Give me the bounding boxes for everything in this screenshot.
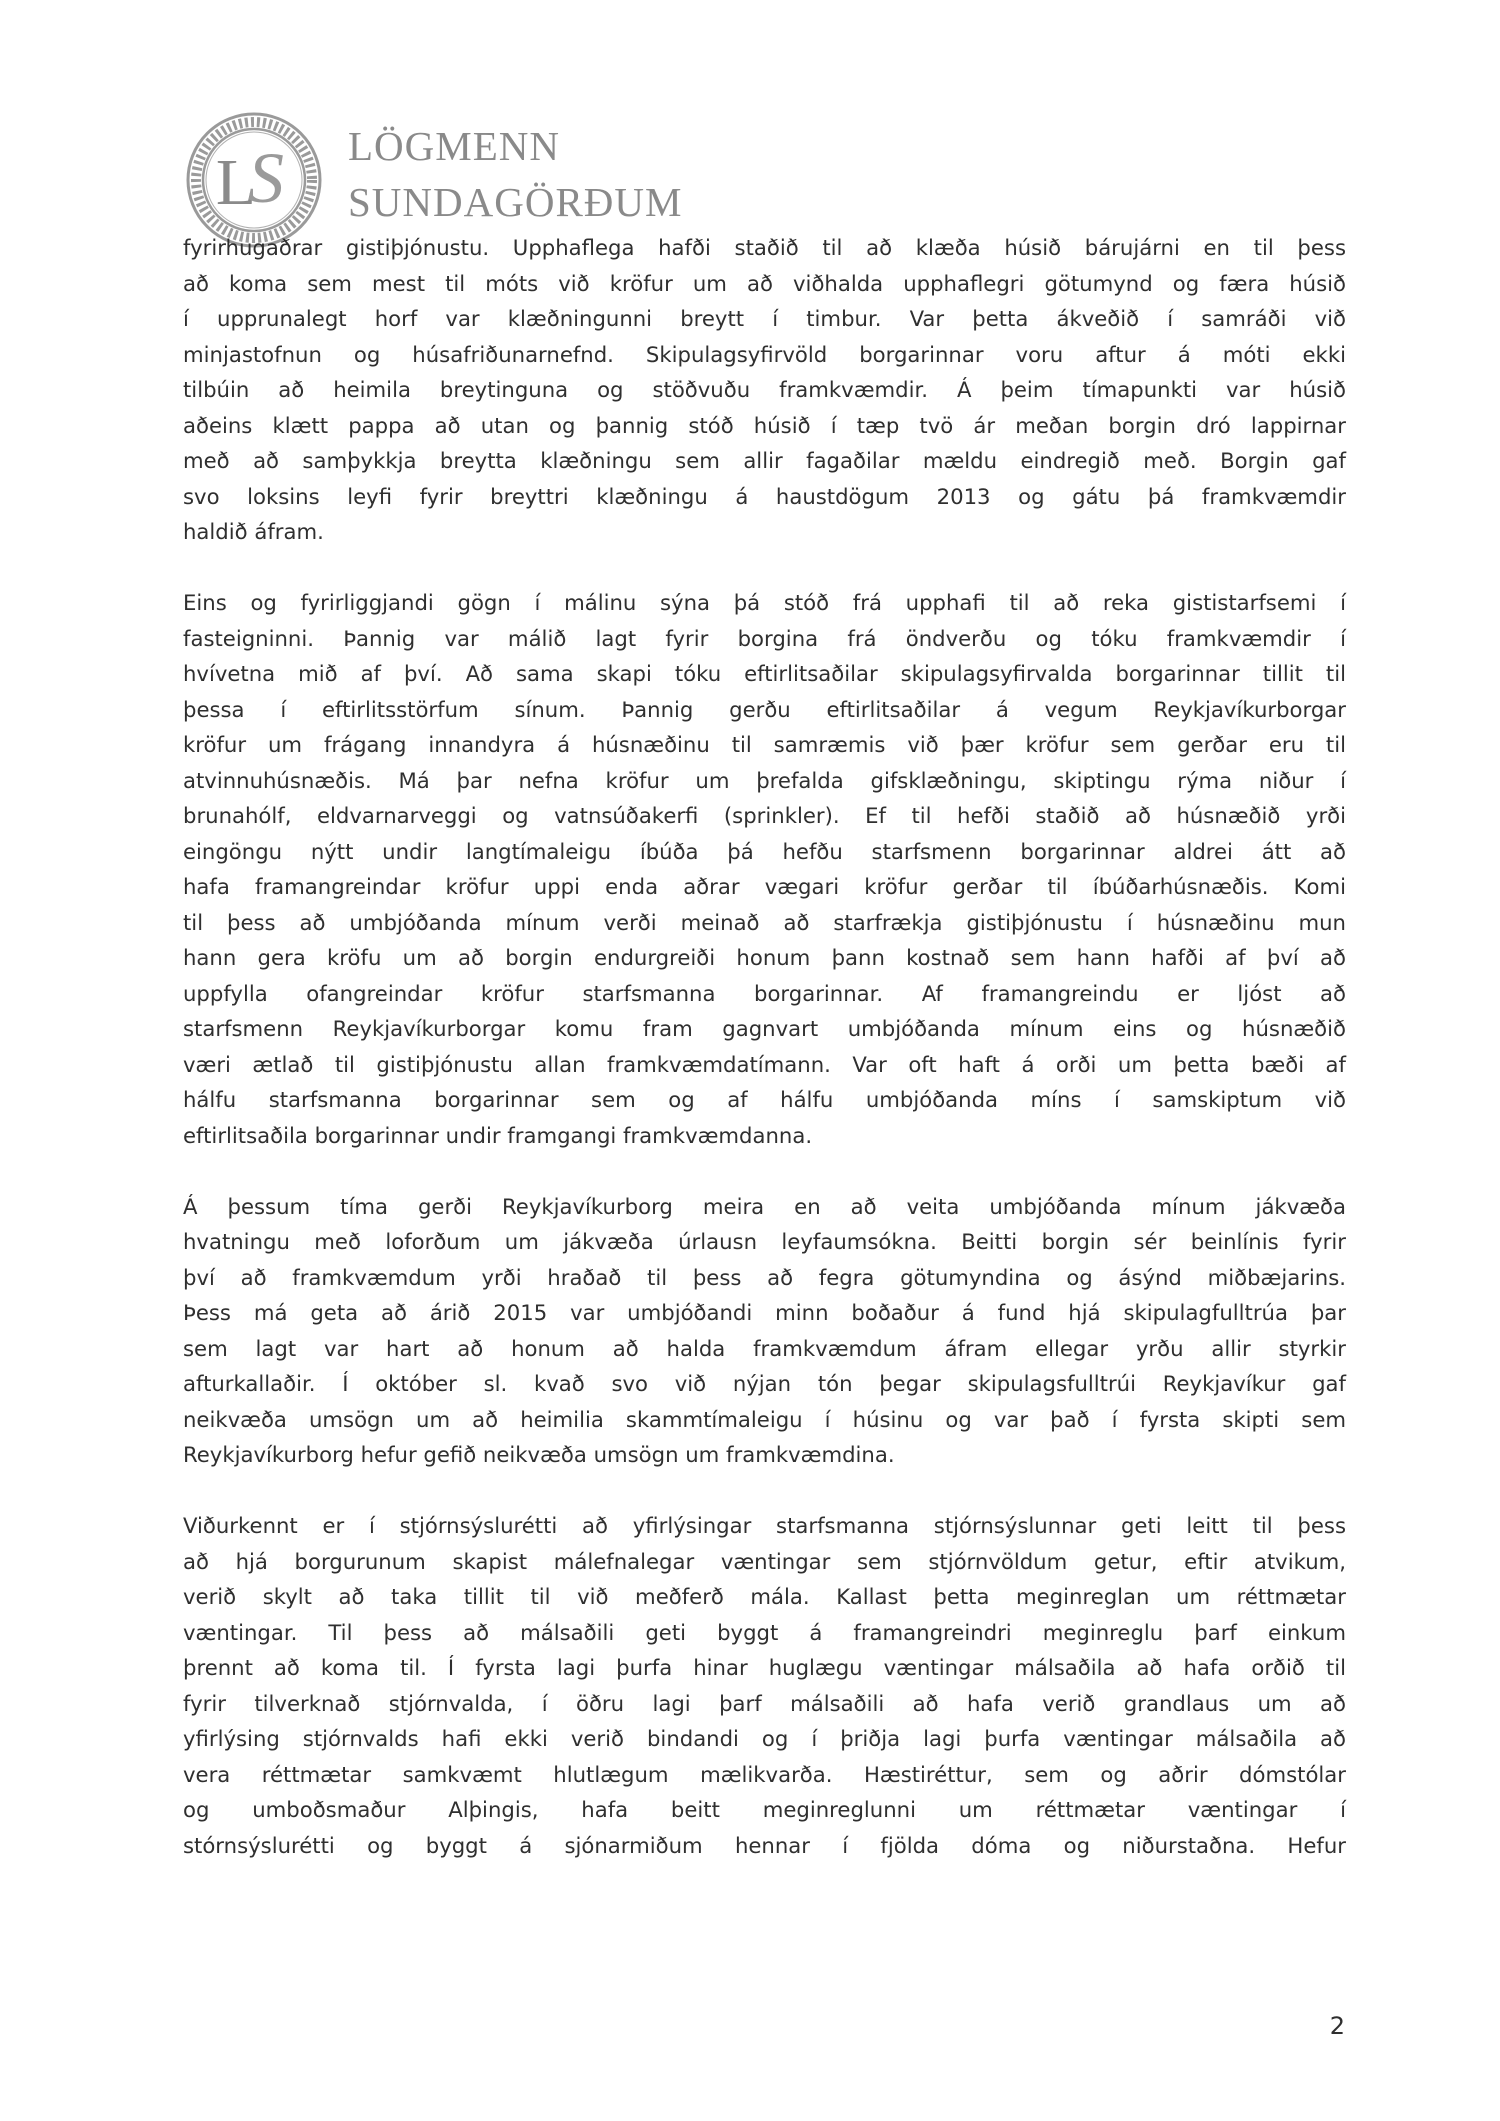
text-line: sem lagt var hart að honum að halda framkvæmdum áfram ellegar yrðu allir styrkir (183, 1335, 1346, 1361)
text-line: Þess má geta að árið 2015 var umbjóðandi minn boðaður á fund hjá skipulagfulltrúa þar (183, 1300, 1346, 1325)
text-line: í upprunalegt horf var klæðningunni breytt í timbur. Var þetta ákveðið í samráði við (183, 306, 1346, 331)
text-line: kröfur um frágang innandyra á húsnæðinu til samræmis við þær kröfur sem gerðar eru til (183, 732, 1346, 757)
logo-line1: LÖGMENN (348, 123, 560, 169)
text-line: svo loksins leyfi fyrir breyttri klæðningu á haustdögum 2013 og gátu þá framkvæmdir (183, 483, 1346, 509)
text-line: væntingar. Til þess að málsaðili geti byggt á framangreindri meginreglu þarf einkum (183, 1619, 1346, 1645)
text-line: neikvæða umsögn um að heimilia skammtímaleigu í húsinu og var það í fyrsta skipti sem (183, 1406, 1346, 1432)
text-line: Á þessum tíma gerði Reykjavíkurborg meira en að veita umbjóðanda mínum jákvæða (183, 1193, 1346, 1219)
text-line: og umboðsmaður Alþingis, hafa beitt meginreglunni um réttmætar væntingar í (183, 1797, 1346, 1822)
text-line: eingöngu nýtt undir langtímaleigu íbúða þá hefðu starfsmenn borgarinnar aldrei átt að (183, 838, 1346, 864)
text-line: að koma sem mest til móts við kröfur um að viðhalda upphaflegri götumynd og færa húsið (183, 270, 1346, 296)
logo-line2: SUNDAGÖRÐUM (348, 179, 683, 225)
text-line: hafa framangreindar kröfur uppi enda aðrar vægari kröfur gerðar til íbúðarhúsnæðis. Komi (183, 874, 1346, 899)
text-line: verið skylt að taka tillit til við meðferð mála. Kallast þetta meginreglan um réttmætar (183, 1584, 1346, 1609)
text-line: brunahólf, eldvarnarveggi og vatnsúðakerfi (sprinkler). Ef til hefði staðið að húsnæðið yrði (183, 803, 1346, 828)
text-line: minjastofnun og húsafriðunarnefnd. Skipulagsyfirvöld borgarinnar voru aftur á móti ekki (183, 341, 1346, 367)
text-line: væri ætlað til gistiþjónustu allan framkvæmdatímann. Var oft haft á orði um þetta bæði af (183, 1051, 1346, 1077)
paragraph (183, 585, 1346, 1153)
text-line: yfirlýsing stjórnvalds hafi ekki verið bindandi og í þriðja lagi þurfa væntingar málsaðila að (183, 1726, 1346, 1751)
text-line: tilbúin að heimila breytinguna og stöðvuðu framkvæmdir. Á þeim tímapunkti var húsið (183, 377, 1346, 402)
text-line: með að samþykkja breytta klæðningu sem allir fagaðilar mældu eindregið með. Borgin gaf (183, 448, 1346, 473)
text-line: hann gera kröfu um að borgin endurgreiði honum þann kostnað sem hann hafði af því að (183, 945, 1346, 970)
paragraph (183, 1189, 1346, 1473)
paragraph (183, 230, 1346, 550)
text-line: þrennt að koma til. Í fyrsta lagi þurfa hinar huglægu væntingar málsaðila að hafa orðið til (183, 1655, 1346, 1680)
text-line: til þess að umbjóðanda mínum verði meinað að starfrækja gistiþjónustu í húsnæðinu mun (183, 909, 1346, 935)
text-line: hálfu starfsmanna borgarinnar sem og af hálfu umbjóðanda míns í samskiptum við (183, 1087, 1346, 1112)
text-line: fyrir tilverknað stjórnvalda, í öðru lagi þarf málsaðili að hafa verið grandlaus um að (183, 1690, 1346, 1716)
svg-text:S: S (248, 138, 284, 218)
text-line: hvatningu með loforðum um jákvæða úrlausn leyfaumsókna. Beitti borgin sér beinlínis fyrir (183, 1229, 1346, 1254)
text-line: að hjá borgurunum skapist málefnalegar væntingar sem stjórnvöldum getur, eftir atvikum, (183, 1548, 1346, 1574)
svg-text:L: L (215, 146, 257, 219)
text-line: fyrirhugaðrar gistiþjónustu. Upphaflega hafði staðið til að klæða húsið bárujárni en til þess (183, 235, 1346, 260)
text-line: stórnsýslurétti og byggt á sjónarmiðum hennar í fjölda dóma og niðurstaðna. Hefur (183, 1832, 1346, 1858)
text-line: vera réttmætar samkvæmt hlutlægum mælikvarða. Hæstiréttur, sem og aðrir dómstólar (183, 1761, 1346, 1787)
text-line: uppfylla ofangreindar kröfur starfsmanna borgarinnar. Af framangreindu er ljóst að (183, 980, 1346, 1006)
document-body (183, 230, 1346, 1899)
text-line: haldið áfram. (183, 519, 324, 544)
text-line: Viðurkennt er í stjórnsýslurétti að yfirlýsingar starfsmanna stjórnsýslunnar geti leitt til þess (183, 1513, 1346, 1538)
text-line: hvívetna mið af því. Að sama skapi tóku eftirlitsaðilar skipulagsyfirvalda borgarinnar tillit til (183, 661, 1346, 686)
text-line: fasteigninni. Þannig var málið lagt fyrir borgina frá öndverðu og tóku framkvæmdir í (183, 625, 1346, 651)
text-line: starfsmenn Reykjavíkurborgar komu fram gagnvart umbjóðanda mínum eins og húsnæðið (183, 1016, 1346, 1041)
text-line: atvinnuhúsnæðis. Má þar nefna kröfur um þrefalda gifsklæðningu, skiptingu rýma niður í (183, 767, 1346, 793)
paragraph (183, 1508, 1346, 1863)
text-line: eftirlitsaðila borgarinnar undir framgangi framkvæmdanna. (183, 1122, 813, 1148)
text-line: afturkallaðir. Í október sl. kvað svo við nýjan tón þegar skipulagsfulltrúi Reykjavíkur gaf (183, 1371, 1346, 1396)
page-number: 2 (1329, 2012, 1345, 2040)
text-line: þessa í eftirlitsstörfum sínum. Þannig gerðu eftirlitsaðilar á vegum Reykjavíkurborgar (183, 696, 1346, 722)
text-line: því að framkvæmdum yrði hraðað til þess að fegra götumyndina og ásýnd miðbæjarins. (183, 1264, 1346, 1290)
text-line: Eins og fyrirliggjandi gögn í málinu sýna þá stóð frá upphafi til að reka gististarfsemi í (183, 590, 1346, 615)
text-line: aðeins klætt pappa að utan og þannig stóð húsið í tæp tvö ár meðan borgin dró lappirnar (183, 412, 1346, 438)
text-line: Reykjavíkurborg hefur gefið neikvæða umsögn um framkvæmdina. (183, 1442, 895, 1467)
